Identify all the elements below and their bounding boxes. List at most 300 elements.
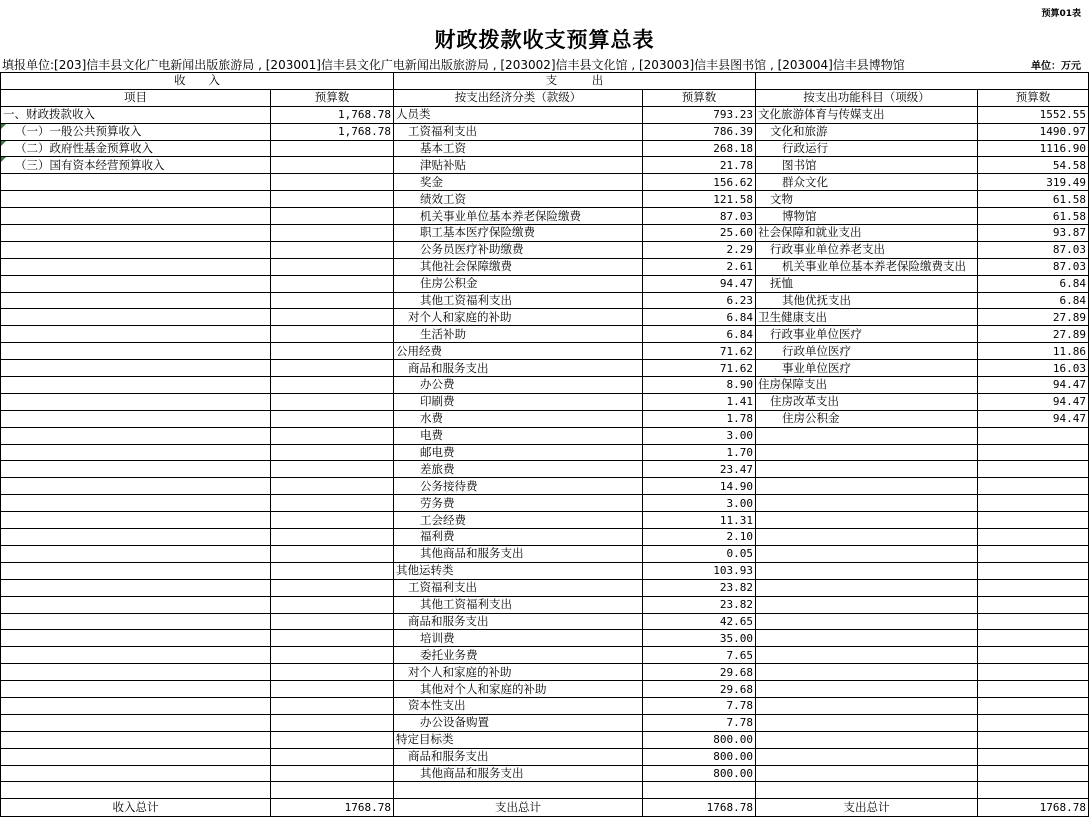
func-item-cell: 行政单位医疗	[756, 343, 978, 360]
func-amount-cell: 27.89	[978, 309, 1089, 326]
table-body	[1, 106, 1089, 799]
econ-amount-cell: 2.10	[643, 529, 756, 546]
econ-amount-cell: 71.62	[643, 360, 756, 377]
func-amount-cell	[978, 664, 1089, 681]
func-item-cell	[756, 579, 978, 596]
table-row	[1, 529, 1089, 546]
income-item-cell: （二）政府性基金预算收入	[1, 140, 271, 157]
income-item-cell	[1, 241, 271, 258]
econ-amount-cell: 71.62	[643, 343, 756, 360]
func-amount-cell: 87.03	[978, 241, 1089, 258]
table-row	[1, 123, 1089, 140]
income-item-cell	[1, 731, 271, 748]
income-amount-cell	[271, 579, 394, 596]
col-header-func-class: 按支出功能科目（项级）	[756, 89, 978, 106]
func-amount-cell: 1552.55	[978, 106, 1089, 123]
form-number-label: 预算01表	[1041, 9, 1081, 19]
table-row	[1, 748, 1089, 765]
income-amount-cell	[271, 562, 394, 579]
income-item-cell	[1, 427, 271, 444]
table-row	[1, 596, 1089, 613]
table-row	[1, 393, 1089, 410]
table-row	[1, 360, 1089, 377]
func-item-cell	[756, 613, 978, 630]
income-item-cell	[1, 326, 271, 343]
income-amount-cell	[271, 630, 394, 647]
econ-item-cell: 生活补助	[394, 326, 643, 343]
func-amount-cell	[978, 545, 1089, 562]
income-amount-cell	[271, 292, 394, 309]
econ-amount-cell: 800.00	[643, 731, 756, 748]
income-amount-cell	[271, 765, 394, 782]
income-amount-cell	[271, 191, 394, 208]
func-amount-cell: 1116.90	[978, 140, 1089, 157]
income-amount-cell	[271, 360, 394, 377]
func-item-cell	[756, 495, 978, 512]
func-amount-cell: 94.47	[978, 393, 1089, 410]
page-title: 财政拨款收支预算总表	[434, 27, 655, 52]
func-item-cell: 行政事业单位医疗	[756, 326, 978, 343]
econ-total-value: 1768.78	[643, 799, 756, 817]
econ-amount-cell: 23.82	[643, 596, 756, 613]
func-item-cell	[756, 545, 978, 562]
income-amount-cell	[271, 140, 394, 157]
econ-item-cell: 其他对个人和家庭的补助	[394, 681, 643, 698]
income-item-cell	[1, 748, 271, 765]
econ-item-cell: 其他商品和服务支出	[394, 765, 643, 782]
func-amount-cell: 94.47	[978, 377, 1089, 394]
income-amount-cell	[271, 512, 394, 529]
func-item-cell: 其他优抚支出	[756, 292, 978, 309]
func-amount-cell: 93.87	[978, 225, 1089, 242]
table-row	[1, 309, 1089, 326]
func-amount-cell: 61.58	[978, 191, 1089, 208]
econ-item-cell: 公用经费	[394, 343, 643, 360]
income-item-cell	[1, 275, 271, 292]
currency-unit-label: 单位：万元	[1031, 61, 1081, 72]
func-amount-cell: 6.84	[978, 275, 1089, 292]
func-amount-cell: 94.47	[978, 410, 1089, 427]
func-item-cell: 文化和旅游	[756, 123, 978, 140]
income-total-label: 收入总计	[1, 799, 271, 817]
econ-amount-cell: 35.00	[643, 630, 756, 647]
econ-item-cell: 工资福利支出	[394, 579, 643, 596]
income-amount-cell	[271, 697, 394, 714]
income-item-cell	[1, 495, 271, 512]
econ-amount-cell: 6.84	[643, 309, 756, 326]
income-item-cell	[1, 309, 271, 326]
econ-amount-cell: 800.00	[643, 748, 756, 765]
income-amount-cell	[271, 410, 394, 427]
table-row	[1, 444, 1089, 461]
econ-item-cell: 电费	[394, 427, 643, 444]
func-item-cell	[756, 681, 978, 698]
col-header-econ-class: 按支出经济分类（款级）	[394, 89, 643, 106]
econ-amount-cell: 7.78	[643, 697, 756, 714]
col-header-amount: 预算数	[643, 89, 756, 106]
income-item-cell	[1, 697, 271, 714]
income-item-cell	[1, 393, 271, 410]
econ-amount-cell: 2.61	[643, 258, 756, 275]
econ-item-cell: 办公设备购置	[394, 714, 643, 731]
income-amount-cell: 1,768.78	[271, 123, 394, 140]
func-amount-cell	[978, 596, 1089, 613]
income-item-cell	[1, 377, 271, 394]
income-amount-cell	[271, 225, 394, 242]
table-row	[1, 664, 1089, 681]
table-row	[1, 208, 1089, 225]
func-item-cell	[756, 664, 978, 681]
income-item-cell	[1, 529, 271, 546]
income-amount-cell	[271, 309, 394, 326]
table-row	[1, 191, 1089, 208]
func-amount-cell	[978, 478, 1089, 495]
table-row	[1, 562, 1089, 579]
income-item-cell	[1, 191, 271, 208]
func-amount-cell: 61.58	[978, 208, 1089, 225]
func-item-cell	[756, 478, 978, 495]
income-amount-cell	[271, 157, 394, 174]
func-amount-cell: 87.03	[978, 258, 1089, 275]
table-row	[1, 343, 1089, 360]
econ-amount-cell: 25.60	[643, 225, 756, 242]
income-item-cell	[1, 292, 271, 309]
econ-item-cell: 公务员医疗补助缴费	[394, 241, 643, 258]
func-amount-cell	[978, 748, 1089, 765]
econ-item-cell: 工资福利支出	[394, 123, 643, 140]
income-amount-cell	[271, 647, 394, 664]
func-item-cell: 抚恤	[756, 275, 978, 292]
func-amount-cell: 16.03	[978, 360, 1089, 377]
econ-item-cell: 机关事业单位基本养老保险缴费	[394, 208, 643, 225]
econ-total-label: 支出总计	[394, 799, 643, 817]
func-item-cell	[756, 748, 978, 765]
income-item-cell	[1, 461, 271, 478]
func-item-cell	[756, 512, 978, 529]
econ-item-cell: 职工基本医疗保险缴费	[394, 225, 643, 242]
table-row	[1, 241, 1089, 258]
income-amount-cell	[271, 714, 394, 731]
econ-amount-cell: 29.68	[643, 664, 756, 681]
income-amount-cell	[271, 461, 394, 478]
func-item-cell	[756, 714, 978, 731]
func-amount-cell: 6.84	[978, 292, 1089, 309]
econ-item-cell: 其他运转类	[394, 562, 643, 579]
econ-amount-cell: 0.05	[643, 545, 756, 562]
func-amount-cell: 11.86	[978, 343, 1089, 360]
econ-item-cell: 特定目标类	[394, 731, 643, 748]
func-item-cell	[756, 529, 978, 546]
econ-amount-cell	[643, 782, 756, 799]
econ-item-cell: 奖金	[394, 174, 643, 191]
income-item-cell	[1, 343, 271, 360]
income-item-cell	[1, 596, 271, 613]
econ-item-cell: 邮电费	[394, 444, 643, 461]
func-item-cell: 机关事业单位基本养老保险缴费支出	[756, 258, 978, 275]
income-amount-cell	[271, 393, 394, 410]
func-item-cell	[756, 427, 978, 444]
func-item-cell: 文物	[756, 191, 978, 208]
econ-item-cell: 商品和服务支出	[394, 360, 643, 377]
income-amount-cell	[271, 377, 394, 394]
econ-amount-cell: 1.78	[643, 410, 756, 427]
table-row	[1, 410, 1089, 427]
table-row	[1, 681, 1089, 698]
econ-item-cell: 基本工资	[394, 140, 643, 157]
income-item-cell	[1, 208, 271, 225]
table-row	[1, 697, 1089, 714]
income-amount-cell	[271, 748, 394, 765]
func-amount-cell: 27.89	[978, 326, 1089, 343]
income-amount-cell	[271, 326, 394, 343]
econ-item-cell: 公务接待费	[394, 478, 643, 495]
income-item-cell	[1, 174, 271, 191]
econ-amount-cell: 103.93	[643, 562, 756, 579]
income-item-cell	[1, 714, 271, 731]
table-row	[1, 579, 1089, 596]
income-item-cell	[1, 225, 271, 242]
econ-item-cell: 工会经费	[394, 512, 643, 529]
income-amount-cell	[271, 258, 394, 275]
table-row	[1, 782, 1089, 799]
income-item-cell	[1, 512, 271, 529]
table-row	[1, 512, 1089, 529]
func-amount-cell	[978, 630, 1089, 647]
table-row	[1, 545, 1089, 562]
econ-amount-cell: 42.65	[643, 613, 756, 630]
income-amount-cell	[271, 529, 394, 546]
econ-item-cell: 委托业务费	[394, 647, 643, 664]
func-item-cell: 博物馆	[756, 208, 978, 225]
income-amount-cell	[271, 664, 394, 681]
income-item-cell: 一、财政拨款收入	[1, 106, 271, 123]
econ-amount-cell: 94.47	[643, 275, 756, 292]
income-item-cell: （三）国有资本经营预算收入	[1, 157, 271, 174]
table-row	[1, 275, 1089, 292]
func-item-cell: 图书馆	[756, 157, 978, 174]
func-total-value: 1768.78	[978, 799, 1089, 817]
income-amount-cell	[271, 613, 394, 630]
expense-section-header: 支 出	[394, 73, 756, 90]
income-section-header: 收 入	[1, 73, 394, 90]
func-amount-cell	[978, 427, 1089, 444]
income-amount-cell	[271, 208, 394, 225]
table-row	[1, 630, 1089, 647]
table-row	[1, 258, 1089, 275]
econ-amount-cell: 1.70	[643, 444, 756, 461]
econ-amount-cell: 29.68	[643, 681, 756, 698]
func-item-cell: 住房公积金	[756, 410, 978, 427]
econ-item-cell: 其他工资福利支出	[394, 596, 643, 613]
func-amount-cell: 54.58	[978, 157, 1089, 174]
table-row	[1, 495, 1089, 512]
econ-item-cell: 住房公积金	[394, 275, 643, 292]
func-item-cell	[756, 765, 978, 782]
func-item-cell: 住房改革支出	[756, 393, 978, 410]
table-row	[1, 731, 1089, 748]
func-amount-cell	[978, 512, 1089, 529]
income-item-cell	[1, 664, 271, 681]
empty-header-cell	[756, 73, 1089, 90]
table-row	[1, 377, 1089, 394]
table-row	[1, 714, 1089, 731]
income-item-cell	[1, 579, 271, 596]
income-amount-cell	[271, 545, 394, 562]
func-item-cell	[756, 782, 978, 799]
func-item-cell	[756, 444, 978, 461]
econ-item-cell: 商品和服务支出	[394, 748, 643, 765]
col-header-amount: 预算数	[978, 89, 1089, 106]
func-amount-cell	[978, 529, 1089, 546]
econ-amount-cell: 121.58	[643, 191, 756, 208]
econ-amount-cell: 268.18	[643, 140, 756, 157]
econ-amount-cell: 23.82	[643, 579, 756, 596]
econ-item-cell: 办公费	[394, 377, 643, 394]
table-row	[1, 157, 1089, 174]
econ-amount-cell: 23.47	[643, 461, 756, 478]
econ-item-cell: 其他工资福利支出	[394, 292, 643, 309]
income-amount-cell	[271, 478, 394, 495]
income-item-cell	[1, 647, 271, 664]
income-amount-cell	[271, 495, 394, 512]
income-amount-cell	[271, 427, 394, 444]
econ-item-cell: 对个人和家庭的补助	[394, 309, 643, 326]
econ-amount-cell: 800.00	[643, 765, 756, 782]
func-amount-cell: 1490.97	[978, 123, 1089, 140]
reporting-unit-line: 填报单位:[203]信丰县文化广电新闻出版旅游局 , [203001]信丰县文化广电新闻出版旅游局 , [203002]信丰县文化馆 , [203003]信丰县图书馆 , [203004]信丰县博物馆	[2, 58, 905, 72]
table-row	[1, 427, 1089, 444]
income-amount-cell	[271, 241, 394, 258]
func-amount-cell	[978, 697, 1089, 714]
func-item-cell: 行政运行	[756, 140, 978, 157]
econ-amount-cell: 3.00	[643, 427, 756, 444]
func-item-cell: 卫生健康支出	[756, 309, 978, 326]
income-total-value: 1768.78	[271, 799, 394, 817]
func-item-cell	[756, 697, 978, 714]
econ-item-cell: 资本性支出	[394, 697, 643, 714]
econ-amount-cell: 156.62	[643, 174, 756, 191]
econ-amount-cell: 6.23	[643, 292, 756, 309]
econ-amount-cell: 8.90	[643, 377, 756, 394]
func-item-cell: 群众文化	[756, 174, 978, 191]
func-amount-cell	[978, 731, 1089, 748]
income-amount-cell	[271, 343, 394, 360]
income-item-cell	[1, 410, 271, 427]
table-row	[1, 140, 1089, 157]
econ-item-cell: 培训费	[394, 630, 643, 647]
econ-item-cell: 对个人和家庭的补助	[394, 664, 643, 681]
func-item-cell: 行政事业单位养老支出	[756, 241, 978, 258]
econ-amount-cell: 14.90	[643, 478, 756, 495]
func-amount-cell	[978, 613, 1089, 630]
table-row	[1, 225, 1089, 242]
econ-amount-cell: 793.23	[643, 106, 756, 123]
econ-item-cell	[394, 782, 643, 799]
table-row	[1, 461, 1089, 478]
income-amount-cell	[271, 275, 394, 292]
col-header-item: 项目	[1, 89, 271, 106]
econ-amount-cell: 3.00	[643, 495, 756, 512]
func-amount-cell	[978, 647, 1089, 664]
income-item-cell	[1, 478, 271, 495]
econ-item-cell: 水费	[394, 410, 643, 427]
func-item-cell	[756, 647, 978, 664]
table-row	[1, 647, 1089, 664]
econ-item-cell: 其他商品和服务支出	[394, 545, 643, 562]
func-amount-cell	[978, 681, 1089, 698]
econ-amount-cell: 11.31	[643, 512, 756, 529]
income-amount-cell	[271, 782, 394, 799]
econ-item-cell: 绩效工资	[394, 191, 643, 208]
func-item-cell	[756, 562, 978, 579]
budget-table	[0, 72, 1089, 817]
income-item-cell	[1, 765, 271, 782]
econ-item-cell: 其他社会保障缴费	[394, 258, 643, 275]
col-header-amount: 预算数	[271, 89, 394, 106]
econ-amount-cell: 87.03	[643, 208, 756, 225]
table-row	[1, 613, 1089, 630]
func-item-cell	[756, 731, 978, 748]
econ-item-cell: 差旅费	[394, 461, 643, 478]
table-row	[1, 174, 1089, 191]
func-total-label: 支出总计	[756, 799, 978, 817]
table-row	[1, 478, 1089, 495]
income-item-cell	[1, 782, 271, 799]
econ-item-cell: 津贴补贴	[394, 157, 643, 174]
income-item-cell	[1, 562, 271, 579]
econ-amount-cell: 21.78	[643, 157, 756, 174]
income-item-cell	[1, 545, 271, 562]
func-item-cell: 社会保障和就业支出	[756, 225, 978, 242]
func-amount-cell	[978, 579, 1089, 596]
econ-amount-cell: 7.78	[643, 714, 756, 731]
income-amount-cell	[271, 596, 394, 613]
income-item-cell	[1, 613, 271, 630]
econ-amount-cell: 2.29	[643, 241, 756, 258]
func-item-cell: 住房保障支出	[756, 377, 978, 394]
func-amount-cell	[978, 714, 1089, 731]
econ-amount-cell: 7.65	[643, 647, 756, 664]
income-item-cell: （一）一般公共预算收入	[1, 123, 271, 140]
func-amount-cell	[978, 495, 1089, 512]
func-amount-cell	[978, 765, 1089, 782]
econ-item-cell: 人员类	[394, 106, 643, 123]
func-item-cell	[756, 630, 978, 647]
income-amount-cell	[271, 731, 394, 748]
func-amount-cell: 319.49	[978, 174, 1089, 191]
func-item-cell	[756, 596, 978, 613]
income-amount-cell	[271, 681, 394, 698]
econ-item-cell: 印刷费	[394, 393, 643, 410]
func-item-cell: 事业单位医疗	[756, 360, 978, 377]
func-item-cell: 文化旅游体育与传媒支出	[756, 106, 978, 123]
income-item-cell	[1, 681, 271, 698]
income-item-cell	[1, 630, 271, 647]
econ-amount-cell: 1.41	[643, 393, 756, 410]
econ-amount-cell: 786.39	[643, 123, 756, 140]
func-amount-cell	[978, 562, 1089, 579]
table-row	[1, 765, 1089, 782]
econ-item-cell: 福利费	[394, 529, 643, 546]
func-amount-cell	[978, 461, 1089, 478]
income-item-cell	[1, 360, 271, 377]
income-item-cell	[1, 258, 271, 275]
econ-item-cell: 劳务费	[394, 495, 643, 512]
income-item-cell	[1, 444, 271, 461]
table-row	[1, 106, 1089, 123]
econ-amount-cell: 6.84	[643, 326, 756, 343]
table-row	[1, 326, 1089, 343]
